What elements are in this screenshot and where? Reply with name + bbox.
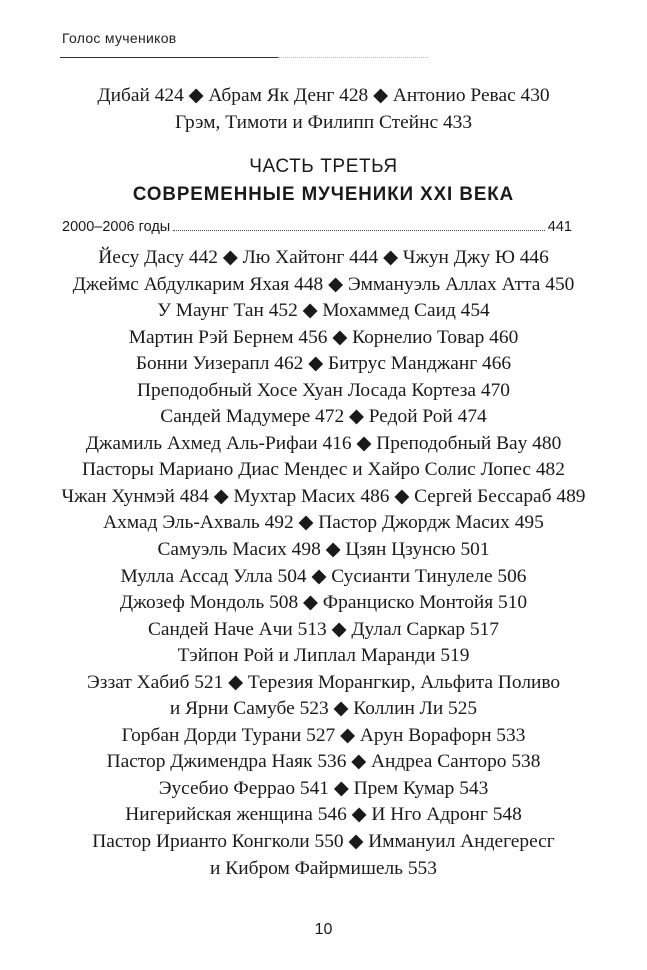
toc-entry (62, 219, 572, 235)
entry-line: и Ярни Самубе 523 ◆ Коллин Ли 525 (169, 698, 478, 720)
entry-line: Сандей Наче Ачи 513 ◆ Дулал Саркар 517 (148, 618, 499, 640)
entry-line: Джамиль Ахмед Аль-Рифаи 416 ◆ Преподобный Ваy 480 (85, 432, 562, 454)
entry-line: Бонни Уизерапл 462 ◆ Битрус Манджанг 466 (135, 353, 512, 375)
toc-entry-label: 2000–2006 годы (62, 219, 171, 235)
entry-line: Горбан Дорди Турани 527 ◆ Арун Ворафорн 533 (121, 724, 526, 746)
entry-line: Тэйпон Рой и Липлал Маранди 519 (177, 645, 470, 667)
entry-line: Преподобный Хосе Хуан Лосада Кортеза 470 (137, 379, 510, 401)
entry-line: Самуэль Масих 498 ◆ Цзян Цзунсю 501 (157, 539, 490, 561)
entry-line: Пасторы Мариано Диас Мендес и Хайро Солис Лопес 482 (82, 459, 565, 481)
entry-line: Йесу Дасу 442 ◆ Лю Хайтонг 444 ◆ Чжун Джу Ю 446 (98, 247, 549, 268)
page-number: 10 (314, 921, 333, 938)
entry-line: Мартин Рэй Бернем 456 ◆ Корнелио Товар 460 (128, 326, 519, 348)
entry-line: Грэм, Тимоти и Филипп Стейнс 433 (174, 112, 473, 133)
entry-line: Пастор Ирианто Конгколи 550 ◆ Иммануил Андегересг (92, 831, 555, 853)
entry-line: Ахмад Эль-Ахваль 492 ◆ Пастор Джордж Масих 495 (103, 512, 544, 534)
entry-line: Нигерийская женщина 546 ◆ И Нго Адронг 548 (125, 804, 522, 826)
entry-line: Пастор Джимендра Наяк 536 ◆ Андреа Санторо 538 (106, 751, 541, 773)
header-rule-faint (278, 57, 428, 58)
continued-entries (30, 82, 617, 136)
entry-line: Джеймс Абдулкарим Яхая 448 ◆ Эммануэль Аллах Атта 450 (72, 273, 575, 295)
running-title: Голос мучеников (62, 30, 177, 46)
entry-line: Эусебио Феррао 541 ◆ Прем Кумар 543 (158, 777, 489, 799)
entry-line: У Маунг Тан 452 ◆ Мохаммед Саид 454 (157, 300, 490, 322)
entry-line: и Кибром Файрмишель 553 (210, 857, 437, 879)
toc-entry-page: 441 (547, 219, 572, 235)
part-label: ЧАСТЬ ТРЕТЬЯ (249, 156, 398, 177)
toc-leader-dots (173, 229, 545, 231)
entries-list (30, 245, 617, 882)
entry-line: Мулла Ассад Улла 504 ◆ Сусианти Тинулеле 506 (120, 565, 527, 587)
entry-line: Джозеф Мондоль 508 ◆ Франциско Монтойя 510 (119, 592, 528, 614)
entry-line: Чжан Хунмэй 484 ◆ Мухтар Масих 486 ◆ Сергей Бессараб 489 (61, 485, 586, 507)
part-title: СОВРЕМЕННЫЕ МУЧЕНИКИ XXI ВЕКА (132, 183, 515, 205)
entry-line: Сандей Мадумере 472 ◆ Редой Рой 474 (160, 406, 487, 428)
entry-line: Дибай 424 ◆ Абрам Як Денг 428 ◆ Антонио Ревас 430 (97, 85, 550, 106)
header-rule (60, 57, 278, 58)
entry-line: Эззат Хабиб 521 ◆ Терезия Морангкир, Альфита Поливо (86, 671, 561, 693)
